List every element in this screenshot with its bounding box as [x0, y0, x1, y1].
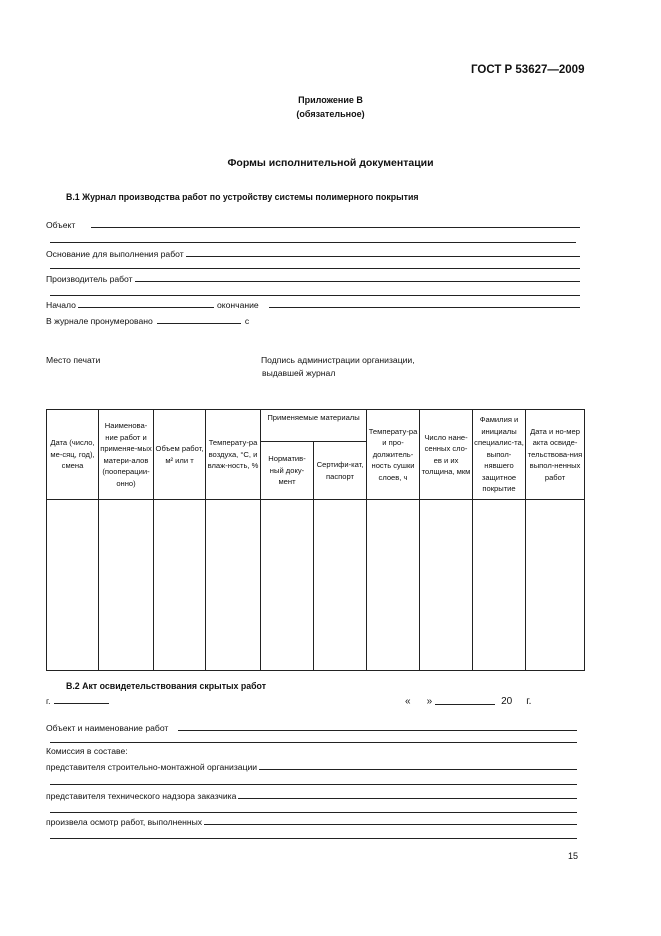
- numbered-label: В журнале пронумеровано: [46, 316, 153, 326]
- col-act: Дата и но-мер акта освиде-тельствова-ния выпол-ненных работ: [526, 410, 585, 500]
- col-certificate: Сертифи-кат, паспорт: [314, 442, 367, 500]
- section-title: Формы исполнительной документации: [227, 157, 434, 169]
- b2-object-row: [46, 723, 577, 733]
- col-air-temp: Температу-ра воздуха, °С, и влаж-ность, %: [206, 410, 261, 500]
- table-cell[interactable]: [47, 500, 99, 671]
- dates-row: [46, 300, 580, 310]
- basis-line-2: [50, 268, 580, 269]
- b2-object-label: Объект и наименование работ: [46, 723, 169, 733]
- col-specialist: Фамилия и инициалы специалис-та, выпол-нявшего защитное покрытие: [473, 410, 526, 500]
- start-label: Начало: [46, 300, 76, 310]
- city-suffix: г.: [46, 696, 51, 706]
- b2-heading: В.2 Акт освидетельствования скрытых работ: [66, 681, 267, 691]
- numbered-suffix: с: [244, 316, 250, 326]
- signature-line-1: Подпись администрации организации,: [261, 355, 415, 365]
- col-date: Дата (число, ме-сяц, год), смена: [47, 410, 99, 500]
- inspection-line-2: [50, 838, 577, 839]
- quote-close: »: [426, 696, 433, 707]
- seal-label: Место печати: [46, 355, 101, 365]
- rep1-label: представителя строительно-монтажной организации: [46, 762, 258, 772]
- basis-label: Основание для выполнения работ: [46, 249, 184, 259]
- commission-label: Комиссия в составе:: [46, 746, 128, 756]
- rep2-label: представителя технического надзора заказчика: [46, 791, 237, 801]
- table-cell[interactable]: [367, 500, 420, 671]
- year-prefix: 20: [501, 696, 513, 707]
- inspection-label: произвела осмотр работ, выполненных: [46, 817, 203, 827]
- table-cell[interactable]: [314, 500, 367, 671]
- appendix-status: (обязательное): [296, 109, 365, 119]
- col-materials: Применяемые материалы: [261, 410, 367, 442]
- b1-heading: В.1 Журнал производства работ по устройству системы полимерного покрытия: [66, 192, 419, 202]
- table-cell[interactable]: [206, 500, 261, 671]
- page-number: 15: [568, 851, 579, 861]
- rep2-row: [46, 791, 577, 801]
- object-label: Объект: [46, 220, 76, 230]
- col-layers: Число нане-сенных сло-ев и их толщина, мкм: [420, 410, 473, 500]
- standard-code: ГОСТ Р 53627—2009: [471, 64, 585, 76]
- rep2-line-2: [50, 812, 577, 813]
- signature-line-2: выдавшей журнал: [262, 368, 336, 378]
- object-row: [46, 220, 580, 230]
- rep1-row: [46, 762, 577, 772]
- inspection-row: [46, 817, 577, 827]
- table-cell[interactable]: [154, 500, 206, 671]
- object-line-2: [50, 242, 576, 243]
- end-label: окончание: [216, 300, 259, 310]
- table-cell[interactable]: [261, 500, 314, 671]
- appendix-title: Приложение В: [298, 95, 363, 105]
- producer-label: Производитель работ: [46, 274, 133, 284]
- producer-line-2: [50, 295, 580, 296]
- numbered-row: [46, 316, 249, 326]
- year-suffix: г.: [526, 696, 532, 707]
- basis-row: [46, 249, 580, 259]
- table-cell[interactable]: [473, 500, 526, 671]
- table-cell[interactable]: [99, 500, 154, 671]
- table-cell[interactable]: [526, 500, 585, 671]
- city-row: [46, 696, 109, 706]
- date-row: [405, 696, 531, 707]
- col-drying: Температу-ра и про-должитель-ность сушки слоев, ч: [367, 410, 420, 500]
- producer-row: [46, 274, 580, 284]
- col-norm-doc: Норматив-ный доку-мент: [261, 442, 314, 500]
- rep1-line-2: [50, 784, 577, 785]
- col-work-name: Наименова-ние работ и применяе-мых матери-алов (пооперации-онно): [99, 410, 154, 500]
- journal-table: [46, 409, 585, 671]
- b2-object-line-2: [50, 742, 577, 743]
- col-volume: Объем работ, м² или т: [154, 410, 206, 500]
- quote-open: «: [405, 696, 411, 707]
- table-cell[interactable]: [420, 500, 473, 671]
